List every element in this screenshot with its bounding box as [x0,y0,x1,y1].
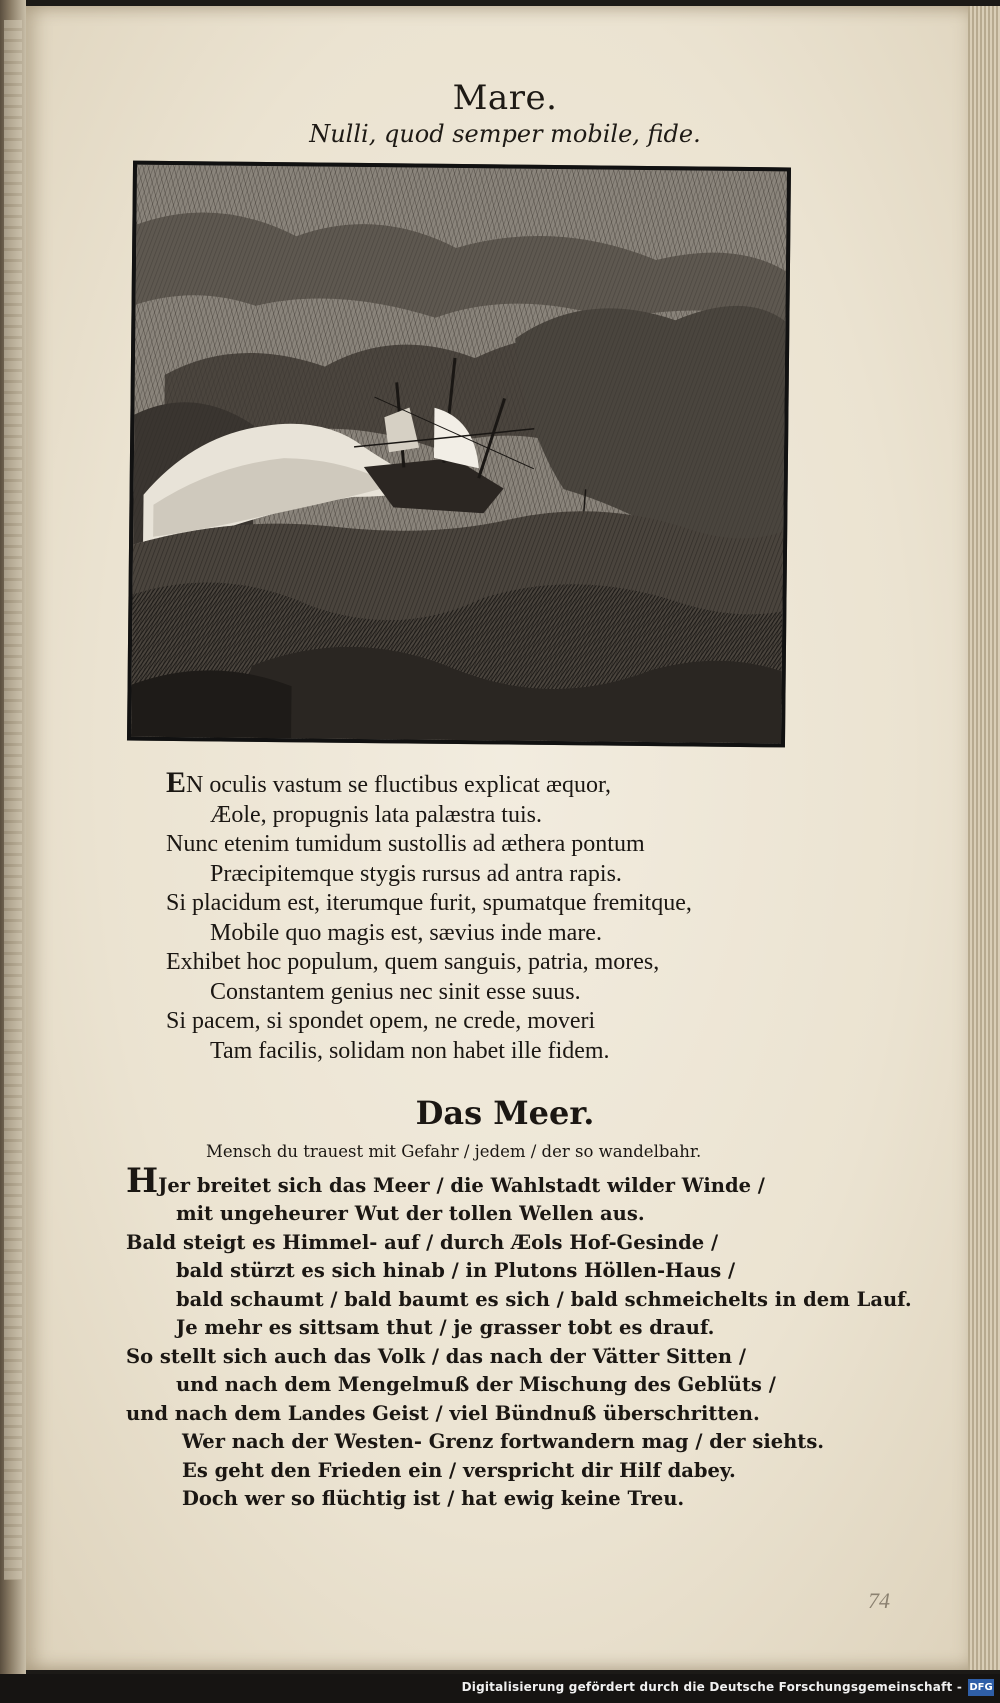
footer-credit: Digitalisierung gefördert durch die Deutsche Forschungsgemeinschaft - [461,1680,962,1694]
german-line: HJer breitet sich das Meer / die Wahlstadt wilder Winde / [126,1160,765,1201]
ship-storm-engraving [127,161,791,748]
german-line: bald stürzt es sich hinab / in Plutons Höllen-Haus / [176,1259,736,1282]
german-line: mit ungeheurer Wut der tollen Wellen aus. [176,1202,645,1225]
book-binding-left [0,0,26,1703]
latin-line: Præcipitemque stygis rursus ad antra rapis. [210,860,622,887]
german-line: und nach dem Mengelmuß der Mischung des Geblüts / [176,1373,776,1396]
drop-cap: E [166,766,187,799]
german-title: Das Meer. [415,1094,595,1132]
drop-cap: H [126,1160,159,1201]
german-line: und nach dem Landes Geist / viel Bündnuß überschritten. [126,1401,760,1425]
page-number: 74 [868,1588,890,1613]
latin-line: Nunc etenim tumidum sustollis ad æthera pontum [166,831,645,857]
german-line: Wer nach der Westen- Grenz fortwandern mag / der siehts. [182,1430,825,1453]
latin-line: Æole, propugnis lata palæstra tuis. [210,801,542,828]
german-line: Doch wer so flüchtig ist / hat ewig keine Treu. [182,1487,685,1510]
german-line: Es geht den Frieden ein / verspricht dir Hilf dabey. [182,1458,736,1482]
page-stack-edge [968,6,1000,1670]
latin-line: EN oculis vastum se fluctibus explicat æquor, [166,766,611,799]
latin-line: Exhibet hoc populum, quem sanguis, patria, mores, [166,949,660,975]
dfg-logo-icon: DFG [968,1679,994,1696]
german-line: bald schaumt / bald baumt es sich / bald schmeichelts in dem Lauf. [176,1287,912,1311]
german-poem [126,1138,912,1514]
german-line: Bald steigt es Himmel- auf / durch Æols Hof-Gesinde / [126,1230,719,1254]
latin-line: Si placidum est, iterumque furit, spumatque fremitque, [166,890,692,916]
latin-line: Mobile quo magis est, sævius inde mare. [210,919,602,946]
german-line: So stellt sich auch das Volk / das nach der Vätter Sitten / [126,1344,747,1368]
latin-poem [166,768,866,1066]
page-motto: Nulli, quod semper mobile, fide. [309,120,701,148]
page-title: Mare. [452,78,558,118]
latin-line: Constantem genius nec sinit esse suus. [210,978,581,1005]
german-motto: Mensch du trauest mit Gefahr / jedem / der so wandelbahr. [206,1142,702,1161]
latin-line: Si pacem, si spondet opem, ne crede, moveri [166,1008,596,1034]
book-page [26,6,984,1670]
digitization-footer [0,1674,1000,1703]
latin-line: Tam facilis, solidam non habet ille fidem. [210,1037,610,1064]
facing-page-edge [4,20,22,1580]
german-line: Je mehr es sittsam thut / je grasser tobt es drauf. [176,1316,715,1339]
